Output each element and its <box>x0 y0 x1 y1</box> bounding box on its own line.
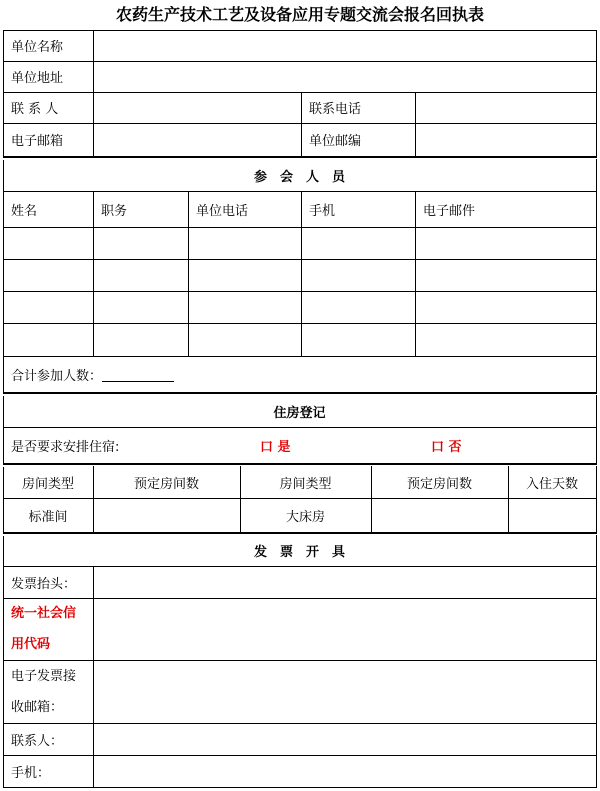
table-cell[interactable] <box>301 323 416 357</box>
room-header-type-1: 房间类型 <box>3 466 94 499</box>
credit-code-label <box>3 598 94 661</box>
email-field[interactable] <box>93 123 302 157</box>
invoice-mobile-label: 手机： <box>3 755 94 788</box>
invoice-section-title: 发 票 开 具 <box>3 535 597 567</box>
table-cell[interactable] <box>93 323 189 357</box>
invoice-contact-label: 联系人： <box>3 723 94 756</box>
table-cell[interactable] <box>415 323 597 357</box>
table-cell[interactable] <box>3 227 94 260</box>
invoice-email-label <box>3 660 94 724</box>
room-header-type-2: 房间类型 <box>240 466 372 499</box>
phone-field[interactable] <box>415 92 597 124</box>
table-cell[interactable] <box>415 227 597 260</box>
lodging-no-checkbox[interactable]: 口 否 <box>431 439 462 455</box>
invoice-header-field[interactable] <box>93 566 597 599</box>
total-attendees-label: 合计参加人数： <box>11 368 103 384</box>
table-cell[interactable] <box>415 291 597 324</box>
table-cell[interactable] <box>188 227 302 260</box>
room-header-count-1: 预定房间数 <box>93 466 241 499</box>
total-attendees-row <box>3 356 597 393</box>
org-address-label: 单位地址 <box>3 61 94 93</box>
table-cell[interactable] <box>3 259 94 292</box>
header-name: 姓名 <box>3 191 94 228</box>
table-cell[interactable] <box>415 259 597 292</box>
room-header-count-2: 预定房间数 <box>371 466 509 499</box>
room-type-standard: 标准间 <box>3 498 94 533</box>
table-cell[interactable] <box>188 291 302 324</box>
zip-field[interactable] <box>415 123 597 157</box>
invoice-contact-field[interactable] <box>93 723 597 756</box>
lodging-yes-checkbox[interactable]: 口 是 <box>260 439 291 455</box>
credit-code-label-line2: 用代码 <box>11 637 51 652</box>
king-count-field[interactable] <box>371 498 509 533</box>
email-label: 电子邮箱 <box>3 123 94 157</box>
lodging-question-row <box>3 427 597 464</box>
credit-code-field[interactable] <box>93 598 597 661</box>
table-cell[interactable] <box>301 259 416 292</box>
room-header-nights: 入住天数 <box>508 466 597 499</box>
table-cell[interactable] <box>93 227 189 260</box>
invoice-header-label: 发票抬头： <box>3 566 94 599</box>
invoice-email-label-line1: 电子发票接 <box>11 668 77 684</box>
zip-label: 单位邮编 <box>301 123 416 157</box>
org-name-label: 单位名称 <box>3 30 94 62</box>
attendees-section-title: 参 会 人 员 <box>3 159 597 192</box>
invoice-email-field[interactable] <box>93 660 597 724</box>
table-cell[interactable] <box>93 291 189 324</box>
credit-code-label-line1: 统一社会信 <box>11 606 77 621</box>
invoice-email-label-line2: 收邮箱： <box>11 699 64 715</box>
nights-field[interactable] <box>508 498 597 533</box>
table-cell[interactable] <box>188 259 302 292</box>
table-cell[interactable] <box>93 259 189 292</box>
table-cell[interactable] <box>188 323 302 357</box>
contact-label: 联 系 人 <box>3 92 94 124</box>
total-attendees-blank[interactable] <box>102 367 174 382</box>
header-email: 电子邮件 <box>415 191 597 228</box>
header-position: 职务 <box>93 191 189 228</box>
lodging-question: 是否要求安排住宿: <box>11 439 120 455</box>
table-cell[interactable] <box>3 323 94 357</box>
table-cell[interactable] <box>3 291 94 324</box>
org-name-field[interactable] <box>93 30 597 62</box>
table-cell[interactable] <box>301 227 416 260</box>
contact-field[interactable] <box>93 92 302 124</box>
room-type-king: 大床房 <box>240 498 372 533</box>
header-mobile: 手机 <box>301 191 416 228</box>
invoice-mobile-field[interactable] <box>93 755 597 788</box>
table-cell[interactable] <box>301 291 416 324</box>
page-title: 农药生产技术工艺及设备应用专题交流会报名回执表 <box>115 5 484 24</box>
standard-count-field[interactable] <box>93 498 241 533</box>
header-office-phone: 单位电话 <box>188 191 302 228</box>
phone-label: 联系电话 <box>301 92 416 124</box>
org-address-field[interactable] <box>93 61 597 93</box>
lodging-section-title: 住房登记 <box>3 395 597 428</box>
